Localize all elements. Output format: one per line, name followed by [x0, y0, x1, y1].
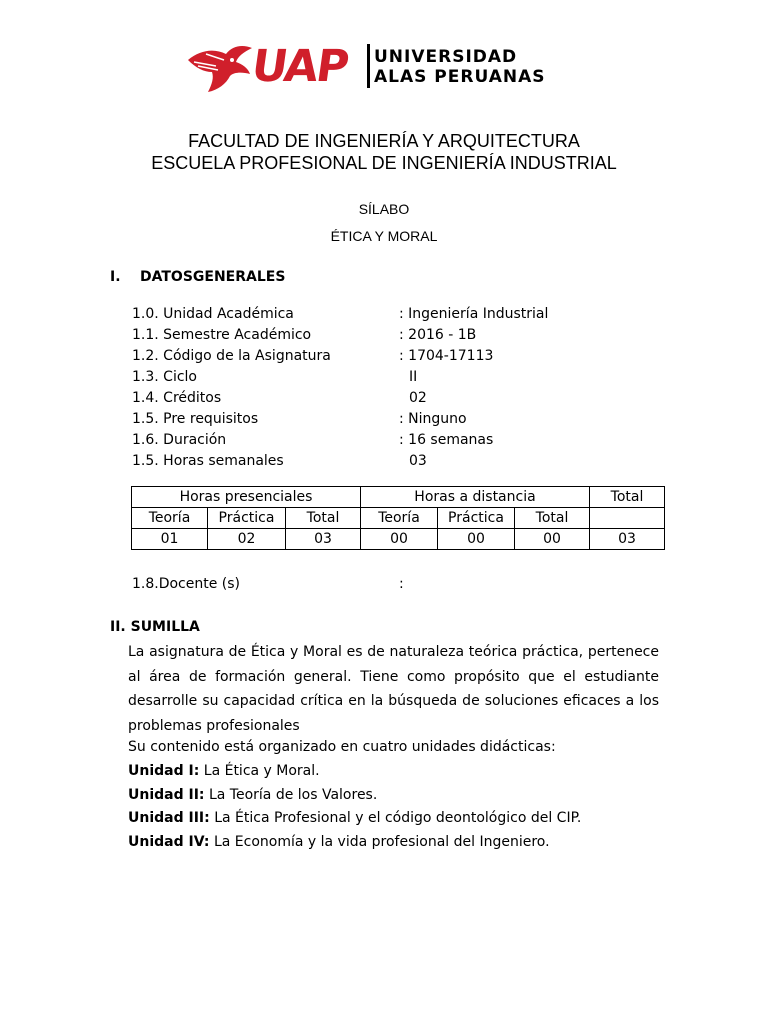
school-title: ESCUELA PROFESIONAL DE INGENIERÍA INDUSTRIAL: [151, 153, 617, 173]
table-subheader: Práctica: [208, 508, 286, 529]
row-label: 1.1. Semestre Académico: [132, 327, 312, 343]
unit-label: Unidad IV:: [128, 834, 210, 850]
table-row: [132, 529, 665, 550]
row-label: 1.0. Unidad Académica: [132, 306, 294, 322]
uap-wordmark: UAP: [248, 41, 351, 92]
section-2-title: II. SUMILLA: [110, 619, 200, 635]
unit-label: Unidad III:: [128, 810, 210, 826]
row-label: 1.2. Código de la Asignatura: [132, 348, 331, 364]
table-subheader: Teoría: [132, 508, 208, 529]
unit-line: [128, 834, 550, 850]
table-group-header: Horas presenciales: [132, 487, 361, 508]
row-label: 1.3. Ciclo: [132, 369, 197, 385]
university-name: [374, 47, 546, 87]
table-cell: 00: [515, 529, 590, 550]
row-label: 1.6. Duración: [132, 432, 227, 448]
unit-text: La Economía y la vida profesional del Ingeniero.: [213, 834, 550, 850]
table-cell: 03: [590, 529, 665, 550]
faculty-title: FACULTAD DE INGENIERÍA Y ARQUITECTURA: [188, 131, 580, 151]
university-logo: [186, 40, 546, 96]
unit-label: Unidad II:: [128, 787, 205, 803]
table-cell: 02: [208, 529, 286, 550]
row-value: II: [409, 369, 418, 385]
logo-divider: [367, 44, 370, 88]
table-subheader: Total: [286, 508, 361, 529]
sumilla-intro: Su contenido está organizado en cuatro unidades didácticas:: [128, 739, 556, 755]
university-name-line2: ALAS PERUANAS: [374, 67, 546, 87]
row-value: : 2016 - 1B: [399, 327, 477, 343]
unit-line: [128, 763, 320, 779]
unit-line: [128, 787, 377, 803]
table-group-header: Total: [590, 487, 665, 508]
unit-line: [128, 810, 581, 826]
row-value: : 1704-17113: [399, 348, 494, 364]
table-cell: 03: [286, 529, 361, 550]
row-value: : 16 semanas: [399, 432, 494, 448]
table-subheader: Teoría: [361, 508, 438, 529]
table-subheader: Práctica: [438, 508, 515, 529]
row-value: 02: [409, 390, 427, 406]
hours-table: [131, 486, 665, 550]
row-value: : Ninguno: [399, 411, 467, 427]
unit-label: Unidad I:: [128, 763, 200, 779]
table-subheader-row: [132, 508, 665, 529]
table-subheader: Total: [515, 508, 590, 529]
table-cell: 00: [361, 529, 438, 550]
unit-text: La Ética y Moral.: [203, 763, 320, 779]
sumilla-paragraph: La asignatura de Ética y Moral es de naturaleza teórica práctica, pertenece al área de formación general. Tiene como propósito que el estudiante desarrolle su capacidad crítica en la búsqueda de soluciones eficaces a los problemas profesionales: [128, 644, 659, 734]
section-1-title: DATOSGENERALES: [140, 269, 286, 285]
table-cell: 00: [438, 529, 515, 550]
eagle-emblem-icon: [186, 40, 256, 94]
row-label: 1.5. Horas semanales: [132, 453, 284, 469]
unit-text: La Ética Profesional y el código deontológico del CIP.: [214, 810, 582, 826]
course-title: ÉTICA Y MORAL: [330, 228, 438, 244]
row-value: 03: [409, 453, 427, 469]
document-type: SÍLABO: [358, 201, 410, 217]
table-subheader: [590, 508, 665, 529]
table-group-header: Horas a distancia: [361, 487, 590, 508]
unit-text: La Teoría de los Valores.: [208, 787, 378, 803]
section-1-number: I.: [110, 269, 121, 285]
table-header-row: [132, 487, 665, 508]
row-label: 1.5. Pre requisitos: [132, 411, 259, 427]
table-cell: 01: [132, 529, 208, 550]
docente-value: :: [399, 576, 404, 592]
docente-label: 1.8.Docente (s): [132, 576, 241, 592]
row-label: 1.4. Créditos: [132, 390, 222, 406]
university-name-line1: UNIVERSIDAD: [374, 47, 518, 67]
row-value: : Ingeniería Industrial: [399, 306, 549, 322]
